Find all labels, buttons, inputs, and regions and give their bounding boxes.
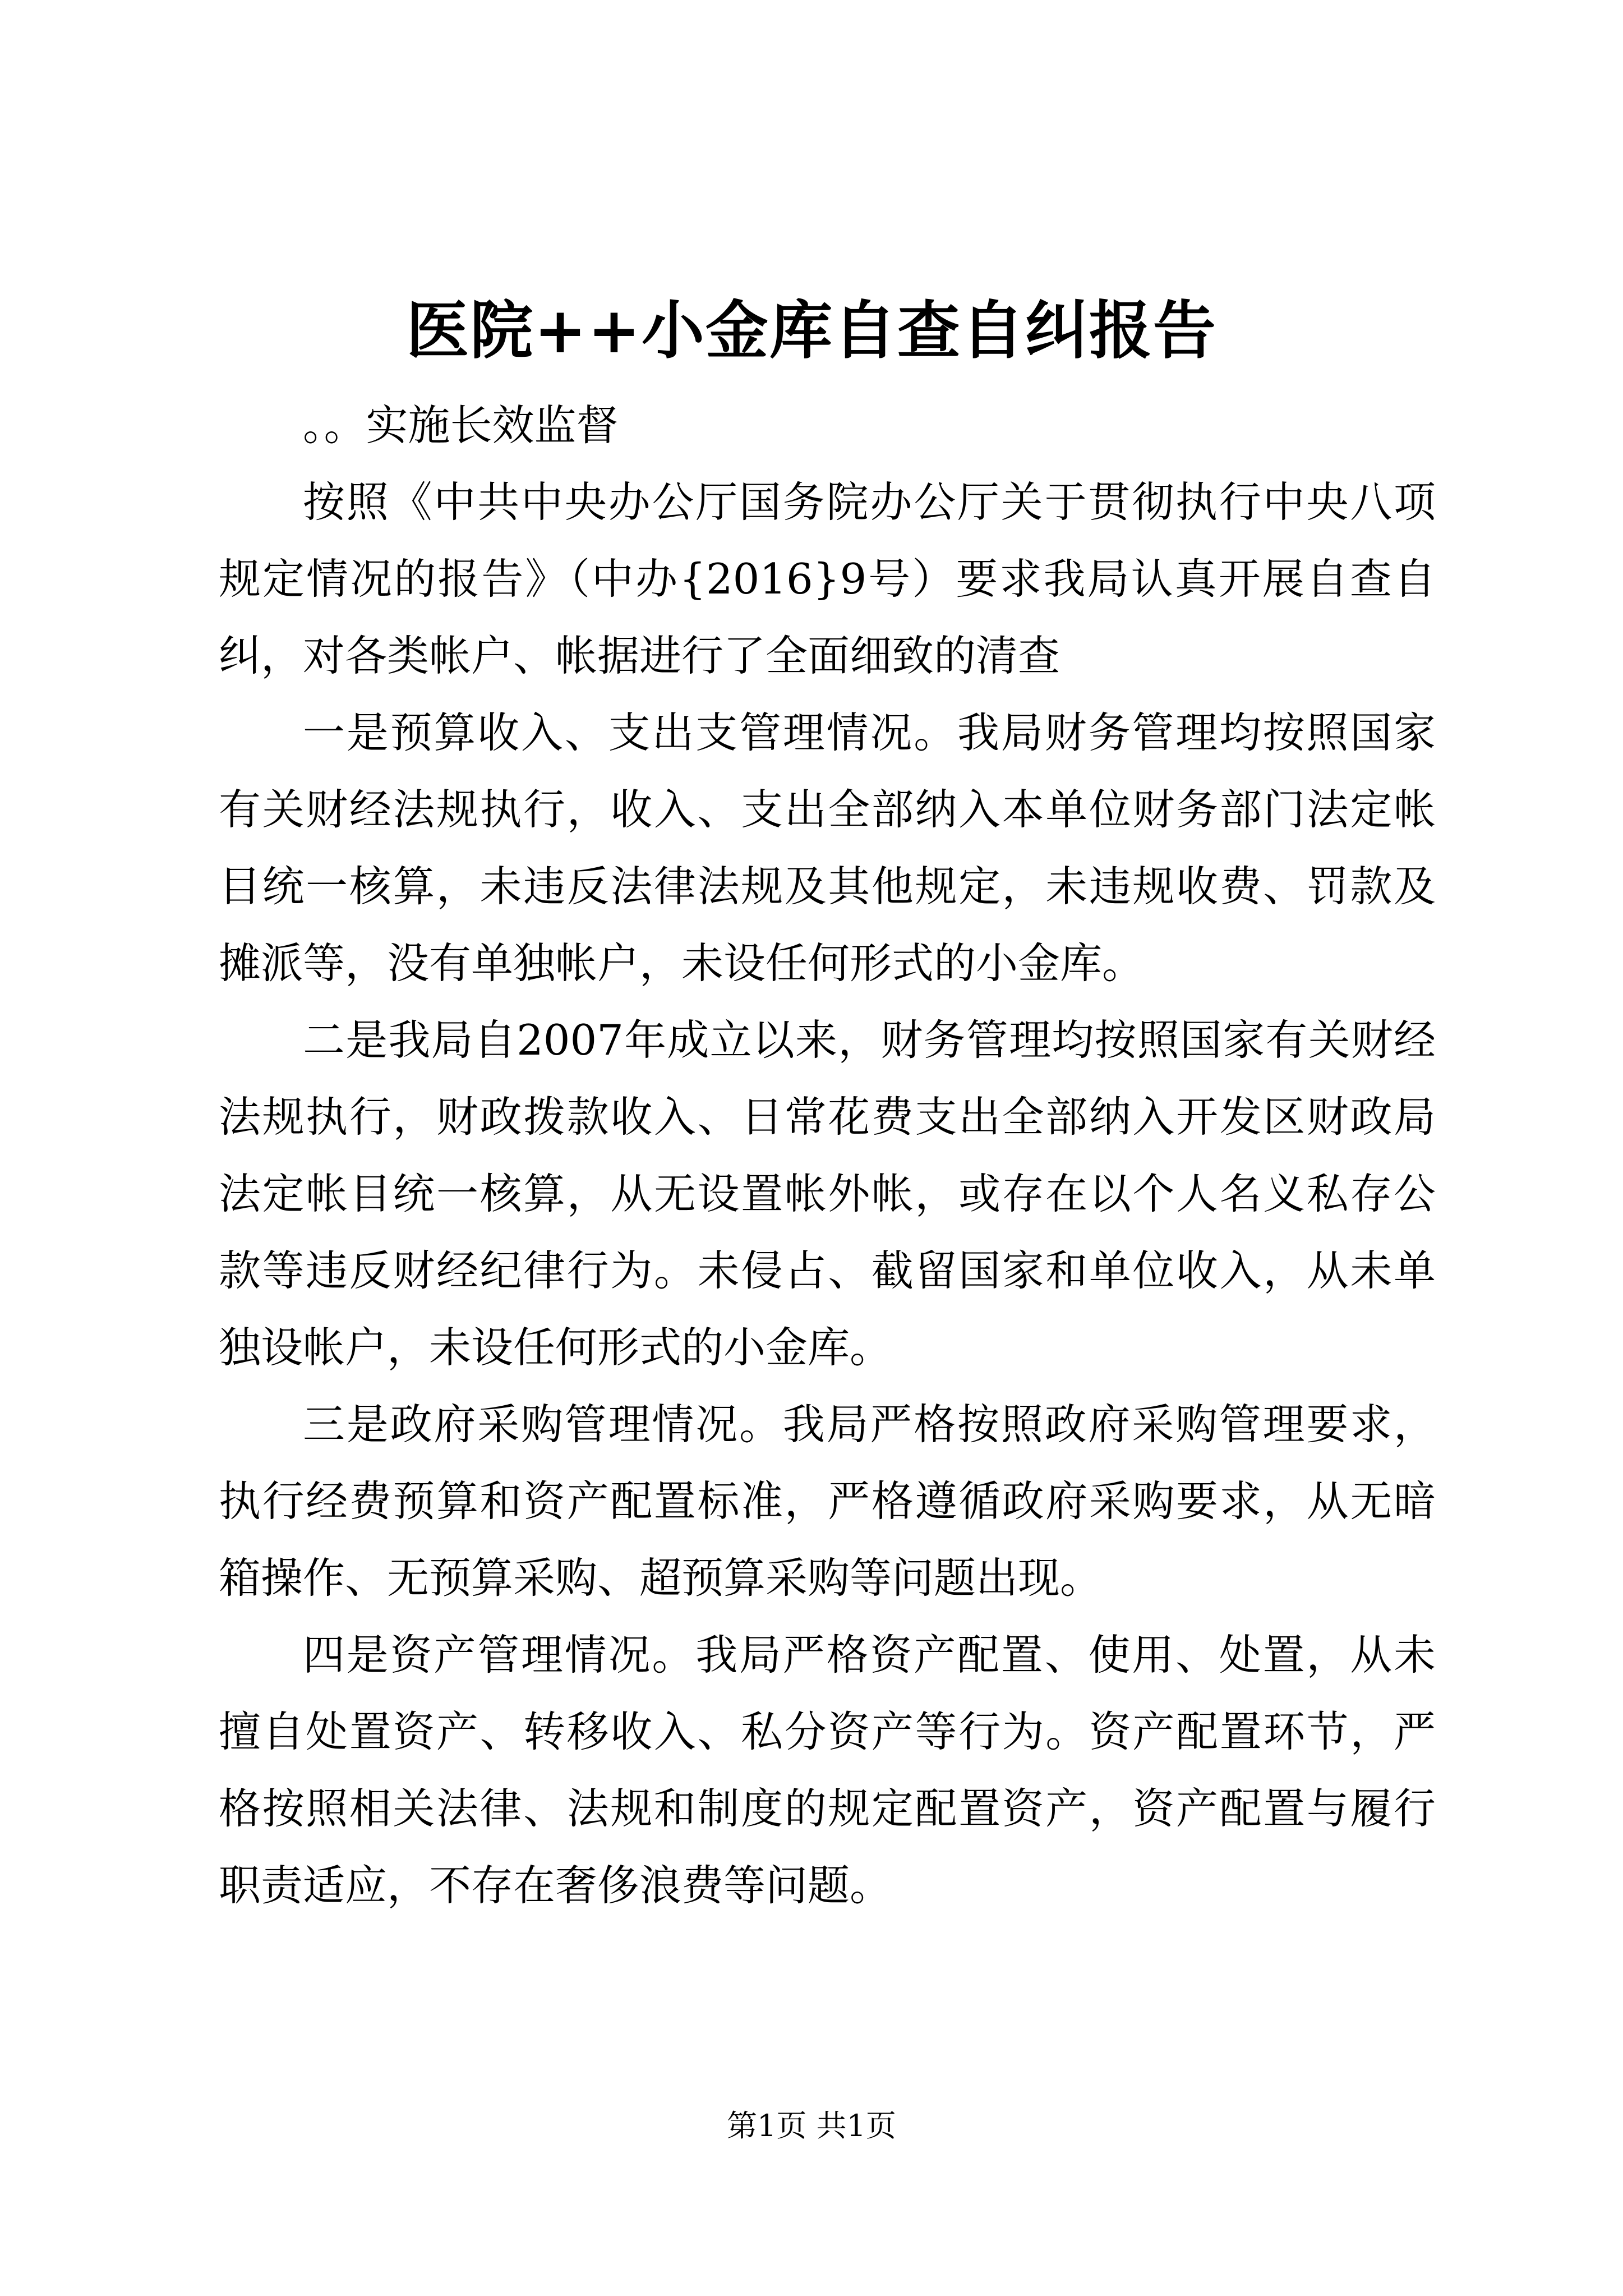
paragraph-financial-management: 二是我局自2007年成立以来，财务管理均按照国家有关财经法规执行，财政拨款收入、日常花费支出全部纳入开发区财政局法定帐目统一核算，从无设置帐外帐，或存在以个人名义私存公款等违反财经纪律行为。未侵占、截留国家和单位收入，从未单独设帐户，未设任何形式的小金库。 [219,1015,1436,1372]
paragraph-government-procurement: 三是政府采购管理情况。我局严格按照政府采购管理要求，执行经费预算和资产配置标准，严格遵循政府采购要求，从无暗箱操作、无预算采购、超预算采购等问题出现。 [219,1400,1436,1603]
document-title: 医院++小金库自查自纠报告 [406,294,1217,367]
paragraph-intro-heading: 。。实施长效监督 [303,401,619,450]
paragraph-budget-management: 一是预算收入、支出支管理情况。我局财务管理均按照国家有关财经法规执行，收入、支出全部纳入本单位财务部门法定帐目统一核算，未违反法律法规及其他规定，未违规收费、罚款及摊派等，没有单独帐户，未设任何形式的小金库。 [219,708,1436,988]
page-footer: 第1页 共1页 [727,2108,896,2143]
document-body [219,387,1436,1924]
paragraph-basis: 按照《中共中央办公厅国务院办公厅关于贯彻执行中央八项规定情况的报告》（中办{2016}9号）要求我局认真开展自查自纠，对各类帐户、帐据进行了全面细致的清查 [219,477,1436,680]
paragraph-asset-management: 四是资产管理情况。我局严格资产配置、使用、处置，从未擅自处置资产、转移收入、私分资产等行为。资产配置环节，严格按照相关法律、法规和制度的规定配置资产，资产配置与履行职责适应，不存在奢侈浪费等问题。 [219,1630,1436,1910]
